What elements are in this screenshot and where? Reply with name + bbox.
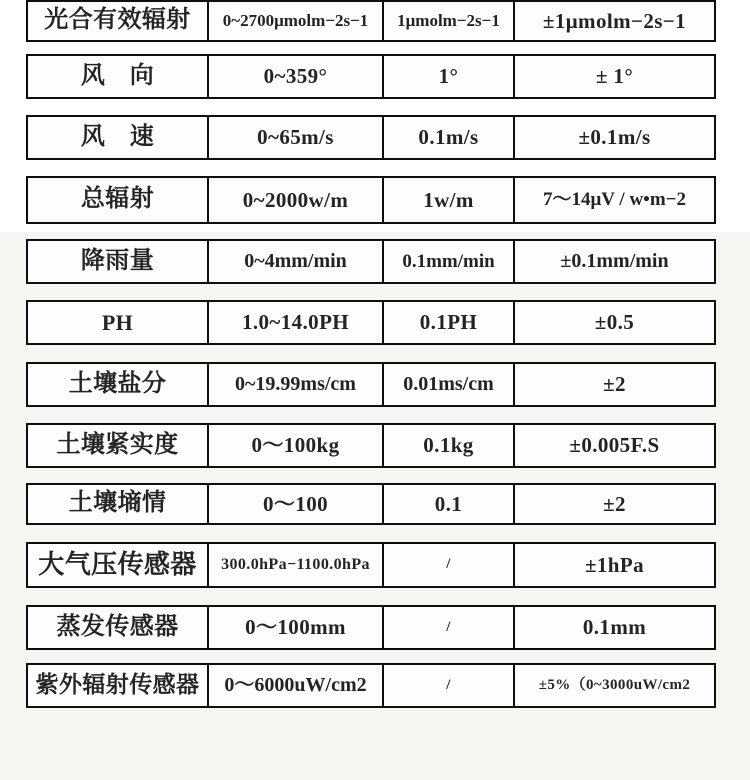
table-row-rainfall	[26, 239, 716, 284]
accuracy-cell: ±0.1m/s	[578, 125, 651, 150]
table-row-ph	[26, 300, 716, 345]
resolution-cell: 1°	[384, 56, 515, 97]
table-row-soil-compaction	[26, 423, 716, 468]
resolution-cell: /	[384, 544, 515, 586]
resolution-cell: 0.01ms/cm	[384, 364, 515, 405]
accuracy-cell: ±1μmolm−2s−1	[542, 8, 687, 33]
range-cell: 0~2700μmolm−2s−1	[209, 2, 384, 40]
range-cell: 1.0~14.0PH	[209, 302, 384, 343]
range-cell: 0~359°	[209, 56, 384, 97]
resolution-cell: 0.1kg	[384, 425, 515, 466]
range-cell: 0~4mm/min	[209, 241, 384, 282]
range-cell: 0～100mm	[209, 607, 384, 648]
accuracy-cell: 7～14μV / w•m−2	[543, 189, 686, 211]
range-cell: 0~65m/s	[209, 117, 384, 158]
range-cell: 0～100kg	[209, 425, 384, 466]
table-row-wind-direction	[26, 54, 716, 99]
resolution-cell: /	[384, 607, 515, 648]
sensor-name-cell: 总辐射	[28, 178, 209, 222]
table-row-soil-moisture	[26, 483, 716, 525]
range-cell: 300.0hPa−1100.0hPa	[209, 544, 384, 586]
table-row-barometric-pressure	[26, 542, 716, 588]
sensor-name-cell: 风 向	[28, 56, 209, 97]
accuracy-cell: ±2	[603, 372, 626, 397]
accuracy-cell: ±0.1mm/min	[560, 250, 669, 272]
sensor-name-cell: 土壤盐分	[28, 364, 209, 405]
table-row-total-radiation	[26, 176, 716, 224]
range-cell: 0～100	[209, 485, 384, 523]
accuracy-cell: 0.1mm	[582, 615, 647, 640]
resolution-cell: /	[384, 665, 515, 706]
sensor-name-cell: 降雨量	[28, 241, 209, 282]
table-row-par	[26, 0, 716, 42]
resolution-cell: 1μmolm−2s−1	[384, 2, 515, 40]
accuracy-cell: ±0.5	[594, 310, 635, 335]
range-cell: 0～6000uW/cm2	[209, 665, 384, 706]
sensor-name-cell: 蒸发传感器	[28, 607, 209, 648]
table-row-uv-radiation	[26, 663, 716, 708]
accuracy-cell: ±0.005F.S	[569, 433, 660, 458]
accuracy-cell: ±5%（0~3000uW/cm2	[538, 676, 691, 693]
sensor-name-cell: 大气压传感器	[28, 544, 209, 586]
sensor-name-cell: 土壤墒情	[28, 485, 209, 523]
resolution-cell: 0.1mm/min	[384, 241, 515, 282]
accuracy-cell: ± 1°	[595, 64, 634, 89]
resolution-cell: 0.1	[384, 485, 515, 523]
table-row-wind-speed	[26, 115, 716, 160]
accuracy-cell: ±2	[603, 491, 626, 516]
range-cell: 0~19.99ms/cm	[209, 364, 384, 405]
range-cell: 0~2000w/m	[209, 178, 384, 222]
resolution-cell: 1w/m	[384, 178, 515, 222]
resolution-cell: 0.1PH	[384, 302, 515, 343]
table-row-evaporation	[26, 605, 716, 650]
table-row-soil-salinity	[26, 362, 716, 407]
sensor-name-cell: 土壤紧实度	[28, 425, 209, 466]
accuracy-cell: ±1hPa	[584, 552, 645, 577]
sensor-name-cell: 光合有效辐射	[28, 2, 209, 40]
sensor-name-cell: PH	[28, 302, 209, 343]
resolution-cell: 0.1m/s	[384, 117, 515, 158]
sensor-name-cell: 紫外辐射传感器	[28, 665, 209, 706]
sensor-name-cell: 风 速	[28, 117, 209, 158]
